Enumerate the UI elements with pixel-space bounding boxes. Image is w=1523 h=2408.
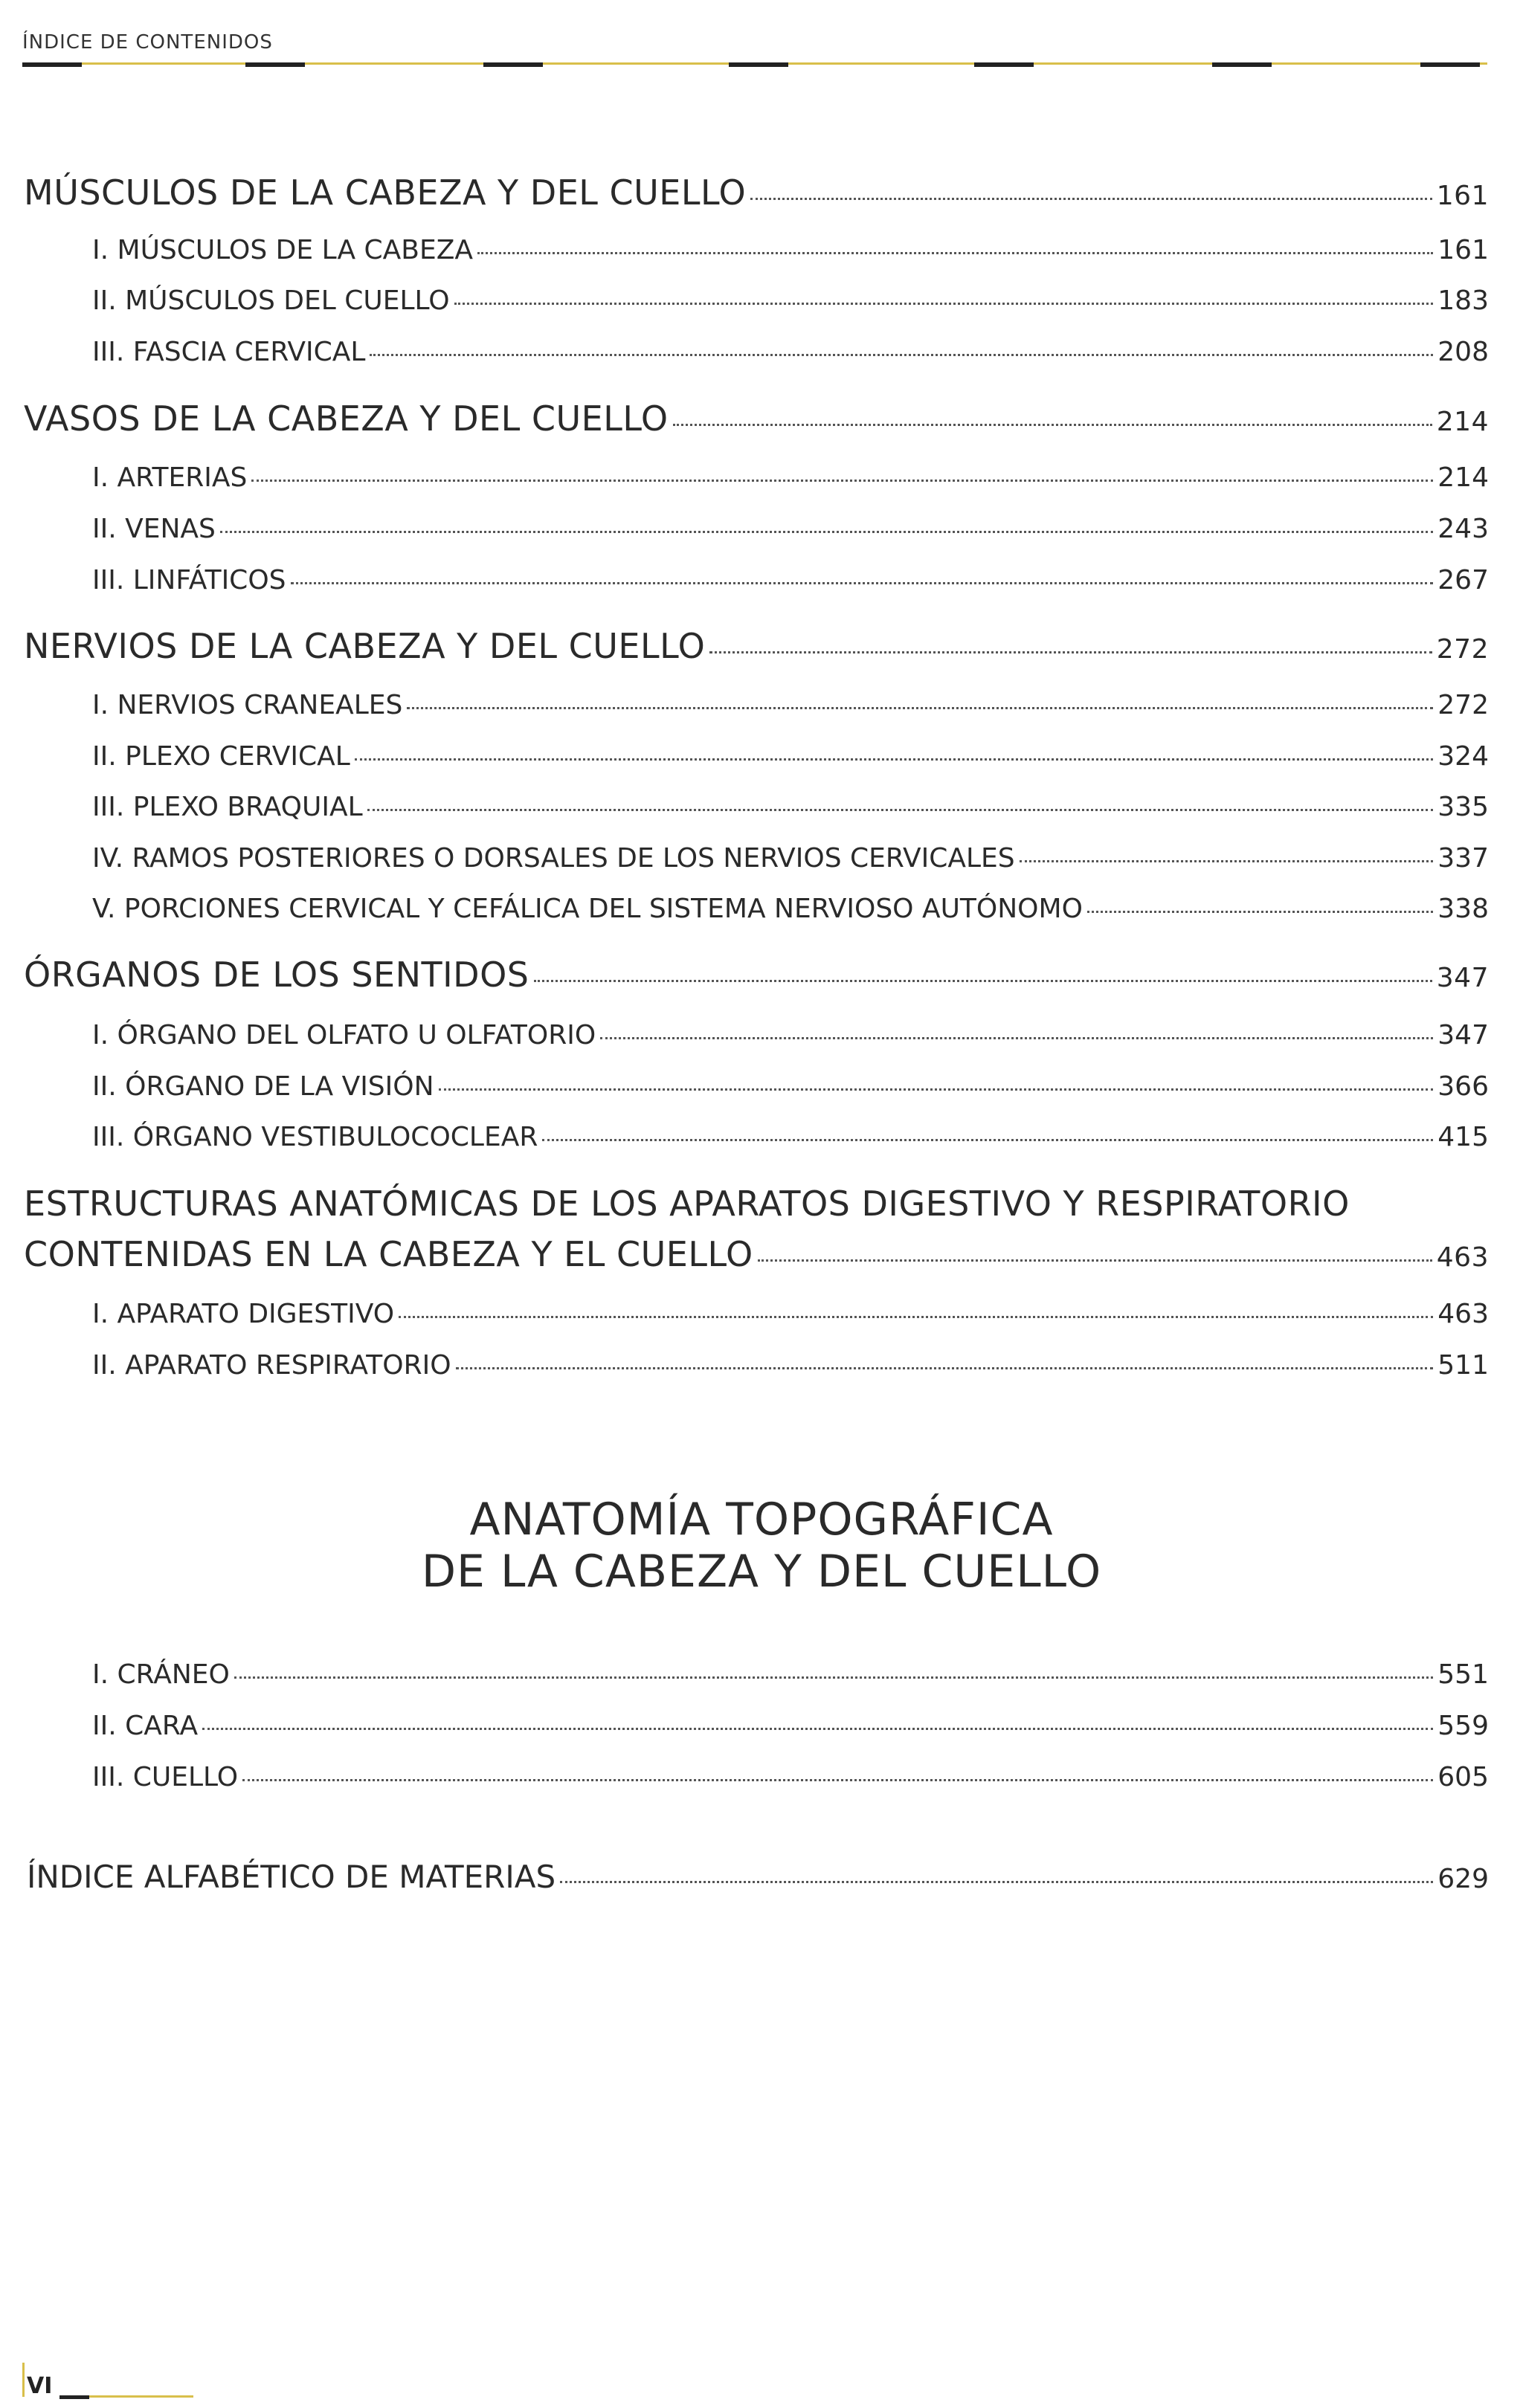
leader-dots: [758, 1259, 1432, 1262]
page-number: 208: [1437, 337, 1489, 367]
toc-item[interactable]: [92, 285, 1489, 316]
section-title: ÓRGANOS DE LOS SENTIDOS: [24, 955, 529, 995]
topography-title-line-2: DE LA CABEZA Y DEL CUELLO: [421, 1546, 1102, 1598]
leader-dots: [560, 1881, 1433, 1883]
toc-section-organos[interactable]: [24, 955, 1489, 995]
leader-dots: [439, 1088, 1434, 1091]
folio-tick: [59, 2395, 89, 2399]
item-label: ÍNDICE ALFABÉTICO DE MATERIAS: [27, 1859, 556, 1895]
leader-dots: [234, 1676, 1433, 1679]
leader-dots: [202, 1728, 1433, 1730]
item-label: I. CRÁNEO: [92, 1659, 230, 1690]
leader-dots: [600, 1037, 1433, 1039]
toc-item[interactable]: [92, 235, 1489, 265]
item-label: II. VENAS: [92, 514, 216, 544]
toc-item[interactable]: [92, 1762, 1489, 1792]
item-label: III. ÓRGANO VESTIBULOCOCLEAR: [92, 1122, 538, 1152]
item-label: II. PLEXO CERVICAL: [92, 741, 350, 772]
page-number: 161: [1437, 235, 1489, 265]
topography-title-line-1: ANATOMÍA TOPOGRÁFICA: [469, 1494, 1054, 1546]
item-label: II. APARATO RESPIRATORIO: [92, 1350, 451, 1381]
section-title-line-2: CONTENIDAS EN LA CABEZA Y EL CUELLO: [24, 1234, 753, 1274]
item-label: I. MÚSCULOS DE LA CABEZA: [92, 235, 474, 265]
page-number: 338: [1437, 894, 1489, 924]
toc-item[interactable]: [92, 514, 1489, 544]
page-number: 337: [1437, 843, 1489, 874]
toc-item[interactable]: [92, 1711, 1489, 1741]
toc-item[interactable]: [92, 894, 1489, 924]
leader-dots: [367, 809, 1434, 811]
toc-item[interactable]: [92, 565, 1489, 595]
page-number: 463: [1436, 1242, 1489, 1273]
toc-item[interactable]: [92, 1299, 1489, 1329]
item-label: II. MÚSCULOS DEL CUELLO: [92, 285, 450, 316]
toc-section-musculos[interactable]: [24, 172, 1489, 213]
item-label: I. NERVIOS CRANEALES: [92, 690, 403, 720]
leader-dots: [750, 198, 1432, 200]
page-number: 366: [1437, 1071, 1489, 1102]
page-number: 272: [1436, 634, 1489, 665]
toc-item[interactable]: [92, 792, 1489, 822]
leader-dots: [370, 354, 1433, 356]
page-number: 511: [1437, 1350, 1489, 1381]
page-number: 335: [1437, 792, 1489, 822]
toc-item[interactable]: [92, 1659, 1489, 1690]
page-number: 605: [1437, 1762, 1489, 1792]
section-title: NERVIOS DE LA CABEZA Y DEL CUELLO: [24, 626, 706, 666]
toc-item[interactable]: [92, 1020, 1489, 1050]
header-rule-ticks: [22, 62, 1487, 67]
toc-item[interactable]: [92, 462, 1489, 493]
leader-dots: [220, 531, 1433, 533]
item-label: III. LINFÁTICOS: [92, 565, 286, 595]
toc-item[interactable]: [92, 1122, 1489, 1152]
page-number: 559: [1437, 1711, 1489, 1741]
leader-dots: [242, 1779, 1433, 1781]
item-label: V. PORCIONES CERVICAL Y CEFÁLICA DEL SISTEMA NERVIOSO AUTÓNOMO: [92, 894, 1083, 924]
running-head: ÍNDICE DE CONTENIDOS: [22, 31, 273, 54]
toc-item[interactable]: [92, 843, 1489, 874]
page-number: 183: [1437, 285, 1489, 316]
toc-section-nervios[interactable]: [24, 626, 1489, 666]
item-label: II. ÓRGANO DE LA VISIÓN: [92, 1071, 434, 1102]
leader-dots: [1087, 911, 1433, 913]
toc-item[interactable]: [92, 1071, 1489, 1102]
page-number: 324: [1437, 741, 1489, 772]
page-number: 272: [1437, 690, 1489, 720]
leader-dots: [534, 980, 1432, 982]
page-number: 629: [1437, 1864, 1489, 1894]
leader-dots: [709, 651, 1432, 653]
leader-dots: [251, 480, 1433, 482]
leader-dots: [542, 1139, 1433, 1141]
toc-section-vasos[interactable]: [24, 398, 1489, 439]
section-title: VASOS DE LA CABEZA Y DEL CUELLO: [24, 398, 669, 439]
toc-item[interactable]: [92, 1350, 1489, 1381]
leader-dots: [407, 707, 1433, 709]
page-number: 463: [1437, 1299, 1489, 1329]
toc-index-entry[interactable]: [27, 1859, 1489, 1895]
leader-dots: [1020, 860, 1434, 862]
leader-dots: [454, 303, 1434, 305]
page-folio: VI: [27, 2373, 53, 2399]
page-number: 347: [1437, 1020, 1489, 1050]
page-number: 267: [1437, 565, 1489, 595]
page-number: 214: [1437, 462, 1489, 493]
page-number: 347: [1436, 963, 1489, 993]
page-number: 161: [1436, 181, 1489, 211]
page-number: 214: [1436, 407, 1489, 437]
leader-dots: [399, 1316, 1433, 1318]
item-label: III. CUELLO: [92, 1762, 239, 1792]
section-title: MÚSCULOS DE LA CABEZA Y DEL CUELLO: [24, 172, 747, 213]
leader-dots: [477, 252, 1433, 254]
leader-dots: [355, 758, 1434, 761]
toc-section-estructuras[interactable]: [24, 1234, 1489, 1274]
item-label: I. ARTERIAS: [92, 462, 248, 493]
section-title-line-1: ESTRUCTURAS ANATÓMICAS DE LOS APARATOS DIGESTIVO Y RESPIRATORIO: [24, 1184, 1350, 1224]
item-label: I. ÓRGANO DEL OLFATO U OLFATORIO: [92, 1020, 596, 1050]
page-number: 243: [1437, 514, 1489, 544]
item-label: I. APARATO DIGESTIVO: [92, 1299, 395, 1329]
leader-dots: [456, 1367, 1434, 1369]
leader-dots: [291, 582, 1434, 584]
toc-item[interactable]: [92, 690, 1489, 720]
item-label: IV. RAMOS POSTERIORES O DORSALES DE LOS NERVIOS CERVICALES: [92, 843, 1015, 874]
page-number: 415: [1437, 1122, 1489, 1152]
item-label: II. CARA: [92, 1711, 199, 1741]
item-label: III. FASCIA CERVICAL: [92, 337, 366, 367]
item-label: III. PLEXO BRAQUIAL: [92, 792, 363, 822]
page-number: 551: [1437, 1659, 1489, 1690]
toc-item[interactable]: [92, 337, 1489, 367]
folio-bar: [22, 2363, 25, 2397]
leader-dots: [673, 424, 1432, 426]
toc-item[interactable]: [92, 741, 1489, 772]
